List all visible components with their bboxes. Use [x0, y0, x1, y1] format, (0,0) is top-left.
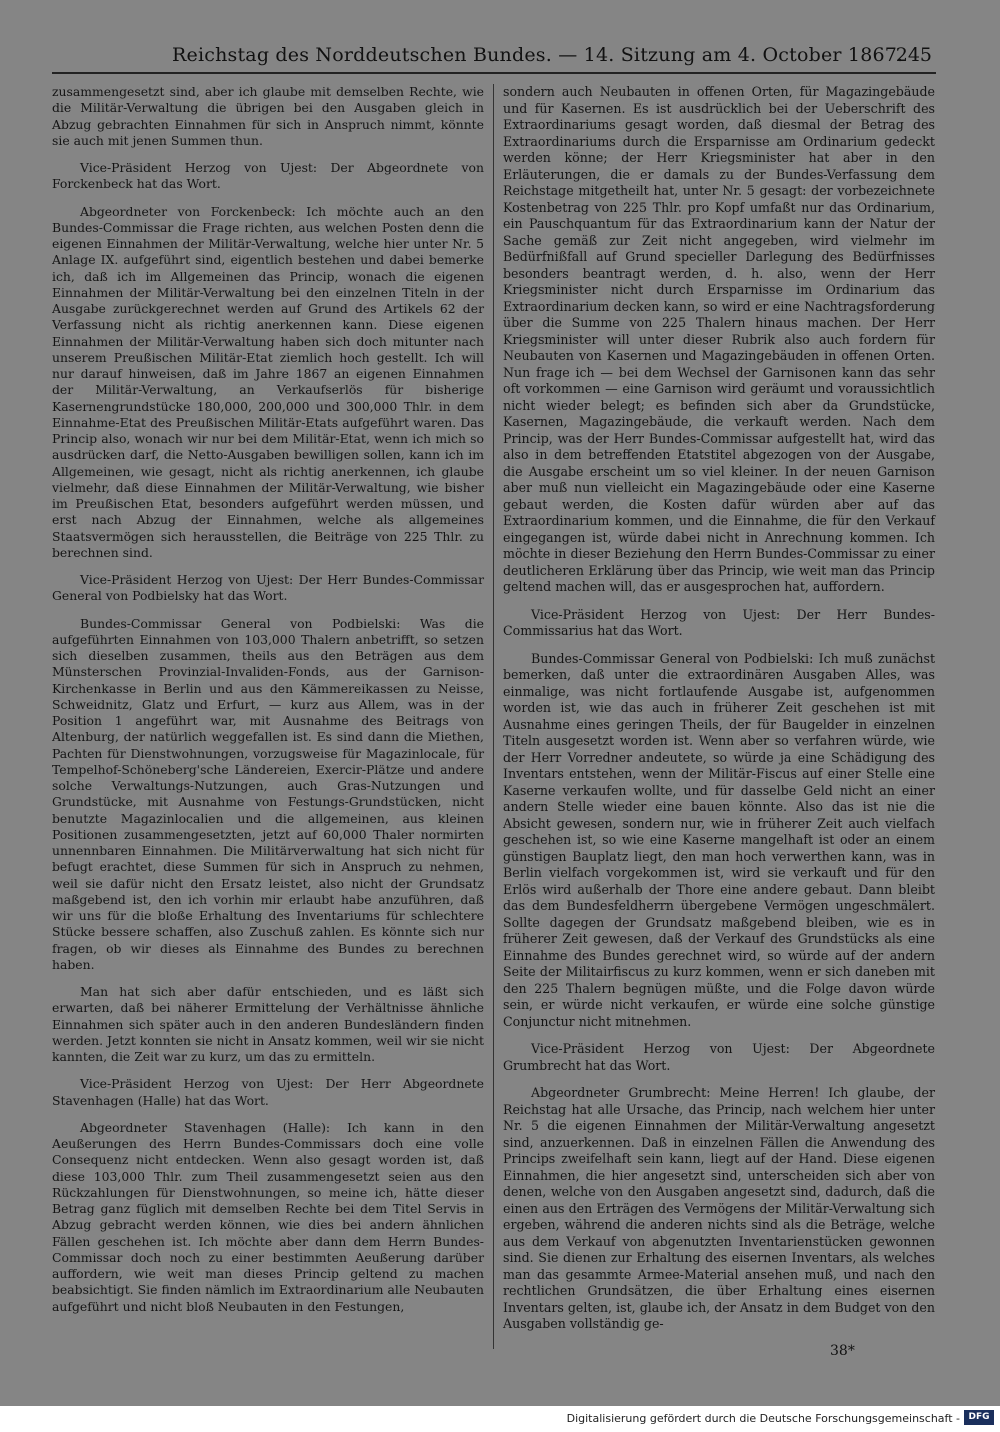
footer-bar: [0, 1406, 1000, 1432]
paragraph: Bundes-Commissar General von Podbielski: Was die aufgeführten Einnahmen von 103,000 Thalern anbetrifft, so setzen sich dieselben zusammen, theils aus den Beträgen aus dem Münsterschen Provinzial-Invaliden-Fonds, aus der Garnison-Kirchenkasse in Berlin und aus den Kämmereikassen zu Neisse, Schweidnitz, Glatz und Erfurt, — kurz aus Allem, was in der Position 1 angeführt war, mit Ausnahme des Beitrags von Altenburg, der natürlich weggefallen ist. Es sind dann die Miethen, Pachten für Dienstwohnungen, vorzugsweise für Magazinlocale, für Tempelhof-Schöneberg'sche Ländereien, Exercir-Plätze und andere solche Verwaltungs-Nutzungen, auch Gras-Nutzungen und Grundstücke, mit Ausnahme von Festungs-Grundstücken, nicht benutzte Magazinlocalien und die allgemeinen, aus kleinen Positionen zusammengesetzten, jetzt auf 60,000 Thaler normirten unnennbaren Einnahmen. Die Militärverwaltung hat sich nicht für befugt erachtet, diese Summen für sich in Anspruch zu nehmen, weil sie dafür nicht den Ersatz leistet, also nicht der Grundsatz maßgebend ist, den ich vorhin mir erlaubt habe anzuführen, daß wir uns für die bloße Erhaltung des Inventariums für schlechtere Stücke bessere schaffen, also Zuschuß zahlen. Es könnte sich nur fragen, ob wir dieses als Einnahme des Bundes zu berechnen haben.: [52, 615, 484, 972]
paragraph: sondern auch Neubauten in offenen Orten, für Magazingebäude und für Kasernen. Es ist ausdrücklich bei der Ueberschrift des Extraordinariums gesagt worden, daß diesmal der Betrag des Extraordinariums durch die Ersparnisse am Ordinarium gedeckt werden könne; der Herr Kriegsminister hat aber in den Erläuterungen, die er damals zu der Bundes-Verfassung dem Reichstage mitgetheilt hat, unter Nr. 5 gesagt: der vorbezeichnete Kostenbetrag von 225 Thlr. pro Kopf umfaßt nur das Ordinarium, ein Pauschquantum für das Extraordinarium kann der Natur der Sache gemäß zur Zeit nicht angegeben, wird vielmehr im Bedürfnißfall auf Grund specieller Darlegung des Bedürfnisses besonders beantragt werden, d. h. also, wenn der Herr Kriegsminister nicht durch Ersparnisse im Ordinarium das Extraordinarium decken kann, so wird er eine Nachtragsforderung über die Summe von 225 Thalern hinaus machen. Der Herr Kriegsminister will unter dieser Rubrik also auch fordern für Neubauten von Kasernen und Magazingebäuden in offenen Orten. Nun frage ich — bei dem Wechsel der Garnisonen kann das sehr oft vorkommen — eine Garnison wird geräumt und voraussichtlich nicht wieder belegt; es befinden sich aber da Grundstücke, Kasernen, Magazingebäude, die verkauft werden. Nach dem Princip, was der Herr Bundes-Commissar aufgestellt hat, wird das also in dem betreffenden Etatstitel abgezogen von der Ausgabe, die Ausgabe erscheint um so viel kleiner. In der neuen Garnison aber muß nun vielleicht ein Magazingebäude oder eine Kaserne gebaut werden, die Kosten dafür würden aber auf das Extraordinarium kommen, und die Einnahme, die für den Verkauf eingegangen ist, würde dabei nicht in Anrechnung kommen. Ich möchte in dieser Beziehung den Herrn Bundes-Commissar zu einer deutlicheren Erklärung über das Princip, wie weit man das Princip geltend machen will, das er ausgesprochen hat, auffordern.: [503, 84, 935, 594]
page-number: 245: [895, 44, 932, 66]
paragraph: Vice-Präsident Herzog von Ujest: Der Herr Bundes-Commissarius hat das Wort.: [503, 606, 935, 638]
left-column: [52, 84, 484, 1326]
paragraph: Vice-Präsident Herzog von Ujest: Der Abgeordnete von Forckenbeck hat das Wort.: [52, 160, 484, 192]
sheet-signature: 38*: [830, 1343, 855, 1359]
paragraph: zusammengesetzt sind, aber ich glaube mit demselben Rechte, wie die Militär-Verwaltung die übrigen bei den Ausgaben gleich in Abzug gebrachten Einnahmen für sich in Anspruch nimmt, könnte sie auch mit jenen Summen thun.: [52, 84, 484, 148]
funding-note: Digitalisierung gefördert durch die Deutsche Forschungsgemeinschaft -: [566, 1412, 960, 1425]
page-header: [0, 0, 1000, 95]
paragraph: Abgeordneter Grumbrecht: Meine Herren! Ich glaube, der Reichstag hat alle Ursache, das Princip, nach welchem hier unter Nr. 5 die eigenen Einnahmen der Militär-Verwaltung angesetzt sind, anzuerkennen. Daß in einzelnen Fällen die Anwendung des Princips zweifelhaft sein kann, liegt auf der Hand. Diese eigenen Einnahmen, die hier angesetzt sind, unterscheiden sich aber von denen, welche von den Ausgaben angesetzt sind, dadurch, daß die einen aus den Erträgen des Vermögens der Militär-Verwaltung sich ergeben, während die anderen nichts sind als die Beträge, welche aus dem Verkauf von abgenutzten Inventarienstücken gewonnen sind. Sie dienen zur Erhaltung des eisernen Inventars, als welches man das gesammte Armee-Material ansehen muß, und nach den rechtlichen Grundsätzen, die über Erhaltung eines eisernen Inventars gelten, ist, glaube ich, der Ansatz in dem Budget von den Ausgaben vollständig ge-: [503, 1085, 935, 1331]
paragraph: Vice-Präsident Herzog von Ujest: Der Herr Abgeordnete Stavenhagen (Halle) hat das Wort.: [52, 1076, 484, 1108]
paragraph: Vice-Präsident Herzog von Ujest: Der Abgeordnete Grumbrecht hat das Wort.: [503, 1041, 935, 1073]
paragraph: Man hat sich aber dafür entschieden, und es läßt sich erwarten, daß bei näherer Ermittelung der Verhältnisse ähnliche Einnahmen sich später auch in den anderen Bundesländern finden werden. Jetzt konnten sie nicht in Ansatz kommen, weil wir sie nicht kannten, die Zeit war zu kurz, um das zu ermitteln.: [52, 984, 484, 1064]
header-rule: [52, 72, 936, 74]
column-divider: [493, 84, 494, 1349]
paragraph: Vice-Präsident Herzog von Ujest: Der Herr Bundes-Commissar General von Podbielsky hat das Wort.: [52, 572, 484, 604]
dfg-logo: DFG: [964, 1410, 994, 1425]
paragraph: Abgeordneter Stavenhagen (Halle): Ich kann in den Aeußerungen des Herrn Bundes-Commissars doch eine volle Consequenz nicht entdecken. Wenn also gesagt worden ist, daß diese 103,000 Thlr. zum Theil zusammengesetzt seien aus den Rückzahlungen für Dienstwohnungen, so meine ich, hätte dieser Betrag ganz füglich mit demselben Rechte bei dem Titel Servis in Abzug gebracht werden können, wie dies bei andern ähnlichen Fällen geschehen ist. Ich möchte aber dann dem Herrn Bundes-Commissar doch noch zu einer bestimmten Aeußerung darüber auffordern, wie weit man dieses Princip geltend zu machen beabsichtigt. Sie finden nämlich im Extraordinarium alle Neubauten aufgeführt und nicht bloß Neubauten in den Festungen,: [52, 1119, 484, 1314]
paragraph: Abgeordneter von Forckenbeck: Ich möchte auch an den Bundes-Commissar die Frage richten, aus welchen Posten denn die eigenen Einnahmen der Militär-Verwaltung, welche hier unter Nr. 5 Anlage IX. aufgeführt sind, eigentlich bestehen und dabei bemerke ich, daß ich im Allgemeinen das Princip, wonach die eigenen Einnahmen der Militär-Verwaltung bei den einzelnen Titeln in der Ausgabe zurückgerechnet werden auf Grund des Artikels 62 der Verfassung nicht als richtig anerkennen kann. Diese eigenen Einnahmen der Militär-Verwaltung haben sich doch mitunter nach unserem Preußischen Militär-Etat ziemlich hoch gestellt. Ich will nur darauf hinweisen, daß im Jahre 1867 an eigenen Einnahmen der Militär-Verwaltung, an Verkaufserlös für bisherige Kasernengrundstücke 180,000, 200,000 und 300,000 Thlr. in dem Einnahme-Etat des Preußischen Militär-Etats aufgeführt waren. Das Princip also, wonach wir nur bei dem Militär-Etat, wenn ich mich so ausdrücken darf, die Netto-Ausgaben bewilligen sollen, kann ich im Allgemeinen, wie gesagt, nicht als richtig anerkennen, ich glaube vielmehr, daß diese Einnahmen der Militär-Verwaltung, wie bisher im Preußischen Etat, besonders aufgeführt werden müssen, und erst nach Abzug der Einnahmen, welche als allgemeines Staatsvermögen sich herausstellen, die Beiträge von 225 Thlr. zu berechnen sind.: [52, 203, 484, 560]
right-column: [503, 84, 935, 1344]
running-title: Reichstag des Norddeutschen Bundes. — 14. Sitzung am 4. October 1867.: [172, 44, 904, 66]
paragraph: Bundes-Commissar General von Podbielski: Ich muß zunächst bemerken, daß unter die extraordinären Ausgaben Alles, was einmalige, was nicht fortlaufende Ausgabe ist, aufgenommen worden ist, wie das auch in früherer Zeit geschehen ist mit Ausnahme eines geringen Theils, der für Baugelder in einzelnen Titeln ausgesetzt worden ist. Wenn aber so verfahren würde, wie der Herr Vorredner andeutete, so würde ja eine Schädigung des Inventars entstehen, wenn der Militär-Fiscus auf einer Stelle eine Kaserne verkaufen wollte, und für dasselbe Geld nicht an einer andern Stelle wieder eine bauen könnte. Also das ist nie die Absicht gewesen, sondern nur, wie in früherer Zeit auch vielfach geschehen ist, so wie eine Kaserne mangelhaft ist oder an einem günstigen Bauplatz liegt, den man hoch verwerthen kann, was in Berlin vielfach vorgekommen ist, wird sie verkauft und für den Erlös wird außerhalb der Thore eine andere gebaut. Dann bleibt das dem Bundesfeldherrn übergebene Vermögen ungeschmälert. Sollte dagegen der Grundsatz maßgebend bleiben, wie es in früherer Zeit gewesen, daß der Verkauf des Grundstücks als eine Einnahme des Bundes gerechnet wird, so würde auf der andern Seite der Militairfiscus zu kurz kommen, wenn er sich daneben mit den 225 Thalern begnügen müßte, und die Folge davon würde sein, er würde nicht verkaufen, er würde eine solche günstige Conjunctur nicht mitnehmen.: [503, 650, 935, 1029]
